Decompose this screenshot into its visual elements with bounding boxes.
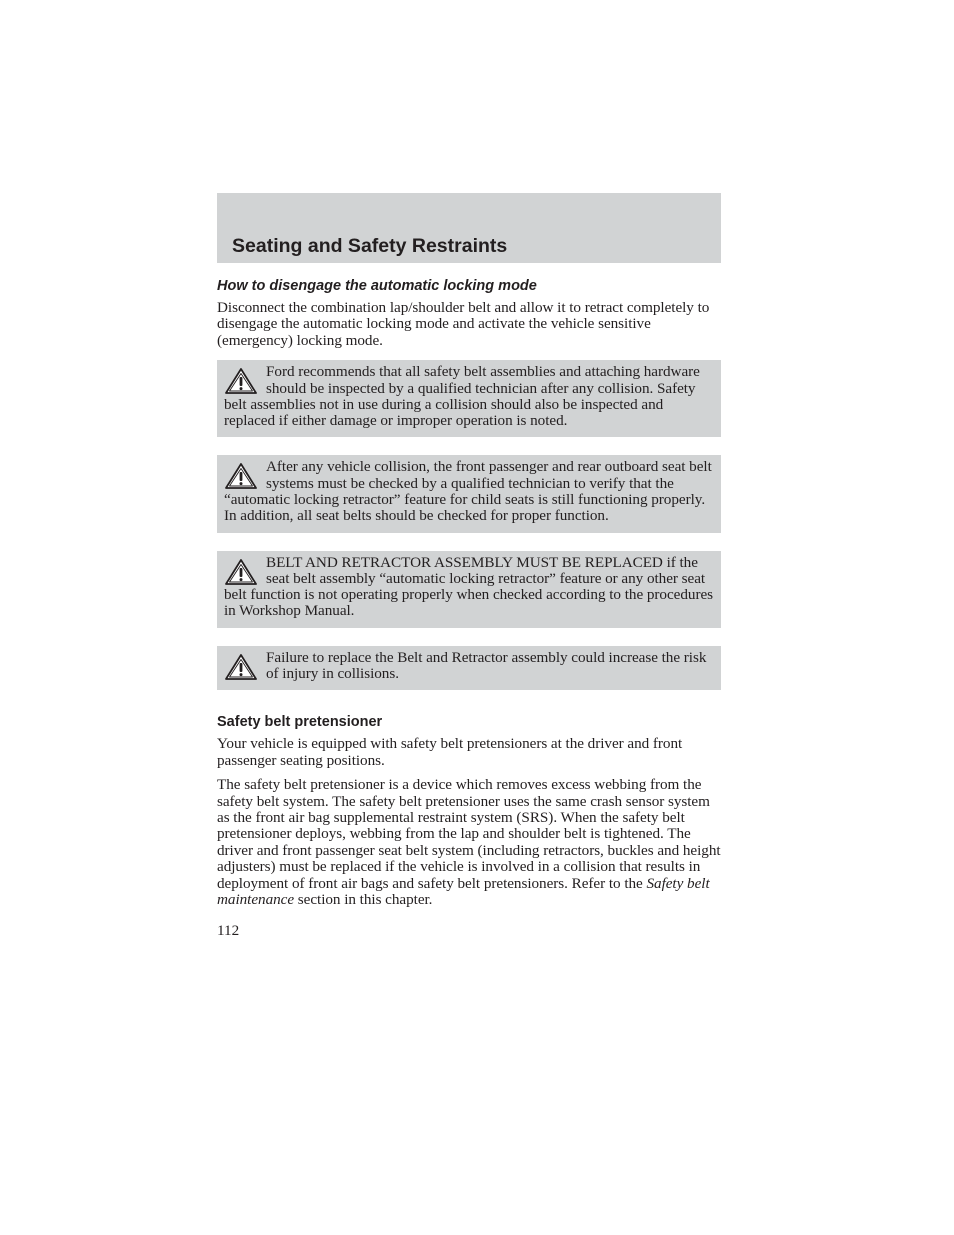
warning-text: Ford recommends that all safety belt assemblies and attaching hardware should be inspected by a qualified technician after any collision. Safety belt assemblies not in use during a collision should also be inspected and replaced if either damage or improper operation is noted. xyxy=(224,363,700,430)
warning-text: After any vehicle collision, the front passenger and rear outboard seat belt systems must be checked by a qualified technician to verify that the “automatic locking retractor” feature for child seats is still functioning properly. In addition, all seat belts should be checked for proper function. xyxy=(224,458,712,525)
warning-triangle-icon xyxy=(224,558,258,586)
cross-reference-safety-belt-maintenance: Safety belt maintenance xyxy=(217,874,710,909)
warning-triangle-icon xyxy=(224,653,258,681)
heading-pretensioner: Safety belt pretensioner xyxy=(217,714,383,731)
warning-triangle-icon xyxy=(224,462,258,490)
page-number: 112 xyxy=(217,922,240,940)
warning-text: BELT AND RETRACTOR ASSEMBLY MUST BE REPLACED if the seat belt assembly “automatic locking retractor” feature or any other seat belt function is not operating properly when checked according to the procedures in Workshop Manual. xyxy=(224,553,714,620)
heading-disengage-locking-mode: How to disengage the automatic locking mode xyxy=(217,278,537,294)
section-header-band xyxy=(217,193,721,263)
paragraph-disengage-locking-mode: Disconnect the combination lap/shoulder belt and allow it to retract completely to disengage the automatic locking mode and activate the vehicle sensitive (emergency) locking mode. xyxy=(217,299,710,349)
page-title: Seating and Safety Restraints xyxy=(232,235,508,257)
warning-text: Failure to replace the Belt and Retractor assembly could increase the risk of injury in collisions. xyxy=(266,648,707,683)
warning-triangle-icon xyxy=(224,367,258,395)
paragraph-pretensioner-end: section in this chapter. xyxy=(294,891,433,909)
warning-box-injury-risk xyxy=(217,646,721,691)
paragraph-pretensioner-description xyxy=(217,777,721,908)
warning-box-inspection xyxy=(217,360,721,437)
paragraph-pretensioner-equipped: Your vehicle is equipped with safety belt pretensioners at the driver and front passenger seating positions. xyxy=(217,735,683,769)
page-content xyxy=(217,193,721,940)
warning-box-replace-assembly xyxy=(217,551,721,628)
paragraph-pretensioner-text: The safety belt pretensioner is a device which removes excess webbing from the safety belt system. The safety belt pretensioner uses the same crash sensor system as the front air bag supplemental restraint system (SRS). When the safety belt pretensioner deploys, webbing from the lap and shoulder belt is tightened. The driver and front passenger seat belt system (including retractors, buckles and height adjusters) must be replaced if the vehicle is involved in a collision that results in deployment of front air bags and safety belt pretensioners. Refer to the xyxy=(217,776,721,892)
warning-box-post-collision-check xyxy=(217,455,721,532)
